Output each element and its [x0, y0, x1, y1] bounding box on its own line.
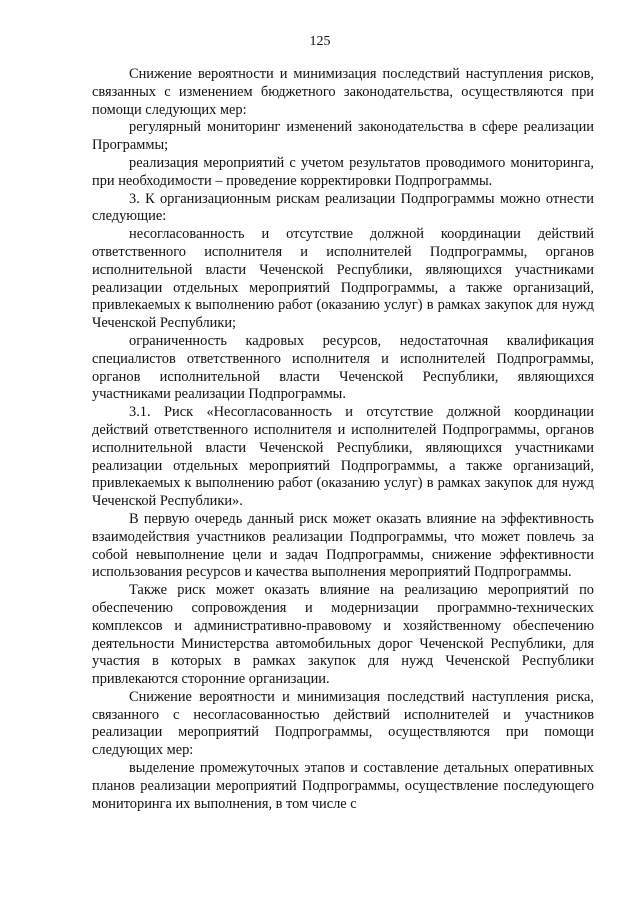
- paragraph-risk-additional-impact: Также риск может оказать влияние на реализацию мероприятий по обеспечению сопровождения и модернизации программно-технических комплексов и административно-правовому и хозяйственному обеспечению деятельности Министерства автомобильных дорог Чеченской Республики, для участия в которых в рамках закупок для нужд Чеченской Республики привлекаются сторонние организации.: [92, 582, 594, 688]
- paragraph-subprogram-adjustment: реализация мероприятий с учетом результатов проводимого мониторинга, при необходимости – проведение корректировки Подпрограммы.: [92, 154, 594, 189]
- document-body: [92, 66, 594, 813]
- paragraph-organizational-risks-heading: 3. К организационным рискам реализации Подпрограммы можно отнести следующие:: [92, 190, 594, 225]
- paragraph-intermediate-stages: выделение промежуточных этапов и составление детальных оперативных планов реализации мероприятий Подпрограммы, осуществление последующего мониторинга их выполнения, в том числе с: [92, 760, 594, 812]
- paragraph-coordination-risk: несогласованность и отсутствие должной координации действий ответственного исполнителя и исполнителей Подпрограммы, органов исполнительной власти Чеченской Республики, являющихся участниками реализации отдельных мероприятий Подпрограммы, а также организаций, привлекаемых к выполнению работ (оказанию услуг) в рамках закупок для нужд Чеченской Республики;: [92, 226, 594, 332]
- paragraph-legislation-monitoring: регулярный мониторинг изменений законодательства в сфере реализации Программы;: [92, 119, 594, 154]
- paragraph-budget-risk-mitigation: Снижение вероятности и минимизация последствий наступления рисков, связанных с изменением бюджетного законодательства, осуществляются при помощи следующих мер:: [92, 66, 594, 118]
- page-number: 125: [309, 34, 331, 49]
- paragraph-risk-3-1: 3.1. Риск «Несогласованность и отсутствие должной координации действий ответственного исполнителя и исполнителей Подпрограммы, органов исполнительной власти Чеченской Республики, являющихся участниками реализации отдельных мероприятий Подпрограммы, а также организаций, привлекаемых к выполнению работ (оказанию услуг) в рамках закупок для нужд Чеченской Республики».: [92, 404, 594, 510]
- paragraph-staffing-risk: ограниченность кадровых ресурсов, недостаточная квалификация специалистов ответственного исполнителя и исполнителей Подпрограммы, органов исполнительной власти Чеченской Республики, являющихся участниками реализации Подпрограммы.: [92, 332, 594, 403]
- paragraph-coordination-risk-mitigation: Снижение вероятности и минимизация последствий наступления риска, связанного с несогласованностью действий исполнителей и участников реализации мероприятий Подпрограммы, осуществляются при помощи следующих мер:: [92, 688, 594, 759]
- paragraph-risk-impact: В первую очередь данный риск может оказать влияние на эффективность взаимодействия участников реализации Подпрограммы, что может повлечь за собой невыполнение цели и задач Подпрограммы, снижение эффективности использования ресурсов и качества выполнения мероприятий Подпрограммы.: [92, 510, 594, 581]
